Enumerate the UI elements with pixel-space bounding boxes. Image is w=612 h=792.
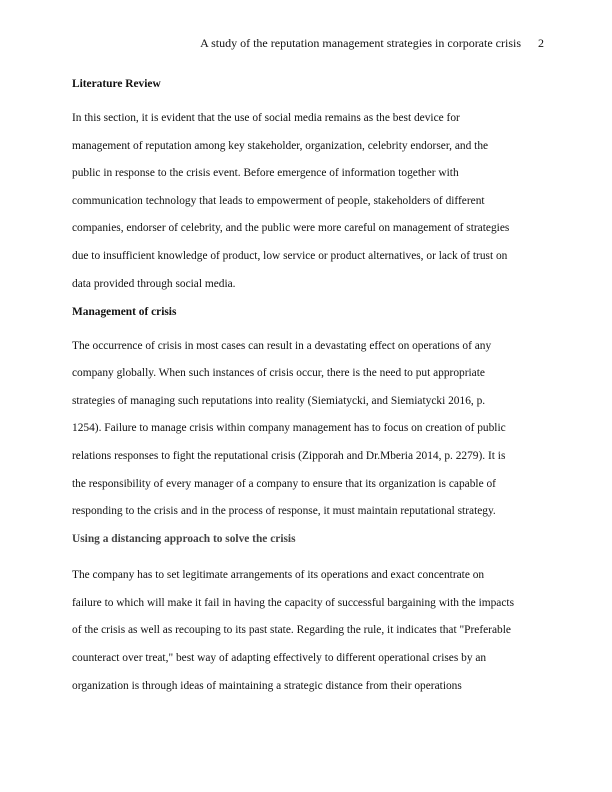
paragraph-management-of-crisis — [72, 338, 544, 526]
document-body — [72, 76, 544, 705]
paragraph-line: In this section, it is evident that the use of social media remains as the best device for — [72, 112, 460, 124]
paragraph-line: company globally. When such instances of crisis occur, there is the need to put appropriate — [72, 367, 485, 380]
running-title: A study of the reputation management strategies in corporate crisis — [200, 36, 521, 50]
paragraph-distancing-approach — [72, 567, 544, 705]
paragraph-line: counteract over treat," best way of adapting effectively to different operational crises by an — [72, 651, 487, 664]
paragraph-line: responding to the crisis and in the process of response, it must maintain reputational strategy. — [72, 505, 496, 518]
page-number: 2 — [538, 36, 544, 50]
paragraph-line: failure to which will make it fail in having the capacity of successful bargaining with the impacts — [72, 596, 514, 609]
paragraph-line: relations responses to fight the reputational crisis (Zipporah and Dr.Mberia 2014, p. 2279). It is — [72, 449, 506, 462]
paragraph-line: public in response to the crisis event. Before emergence of information together with — [72, 167, 459, 180]
paragraph-line: organization is through ideas of maintaining a strategic distance from their operations — [72, 679, 462, 692]
paragraph-line: companies, endorser of celebrity, and the public were more careful on management of strategies — [72, 222, 510, 235]
paragraph-line: management of reputation among key stakeholder, organization, celebrity endorser, and the — [72, 139, 489, 152]
paragraph-line: The occurrence of crisis in most cases can result in a devastating effect on operations of any — [72, 339, 492, 352]
paragraph-line: the responsibility of every manager of a company to ensure that its organization is capable of — [72, 477, 496, 490]
paragraph-literature-review — [72, 110, 544, 298]
paragraph-line: data provided through social media. — [72, 277, 236, 290]
section-heading-distancing-approach: Using a distancing approach to solve the crisis — [72, 533, 296, 546]
section-heading-literature-review: Literature Review — [72, 78, 161, 90]
running-head — [200, 35, 544, 51]
paragraph-line: The company has to set legitimate arrangements of its operations and exact concentrate on — [72, 569, 485, 582]
paragraph-line: 1254). Failure to manage crisis within company management has to focus on creation of public — [72, 422, 506, 435]
paragraph-line: strategies of managing such reputations into reality (Siemiatycki, and Siemiatycki 2016, p. — [72, 394, 486, 407]
paragraph-line: due to insufficient knowledge of product, low service or product alternatives, or lack of trust on — [72, 249, 508, 262]
paragraph-line: of the crisis as well as recouping to its past state. Regarding the rule, it indicates that "Preferable — [72, 624, 511, 637]
paragraph-line: communication technology that leads to empowerment of people, stakeholders of different — [72, 194, 485, 207]
section-heading-management-of-crisis: Management of crisis — [72, 305, 177, 318]
